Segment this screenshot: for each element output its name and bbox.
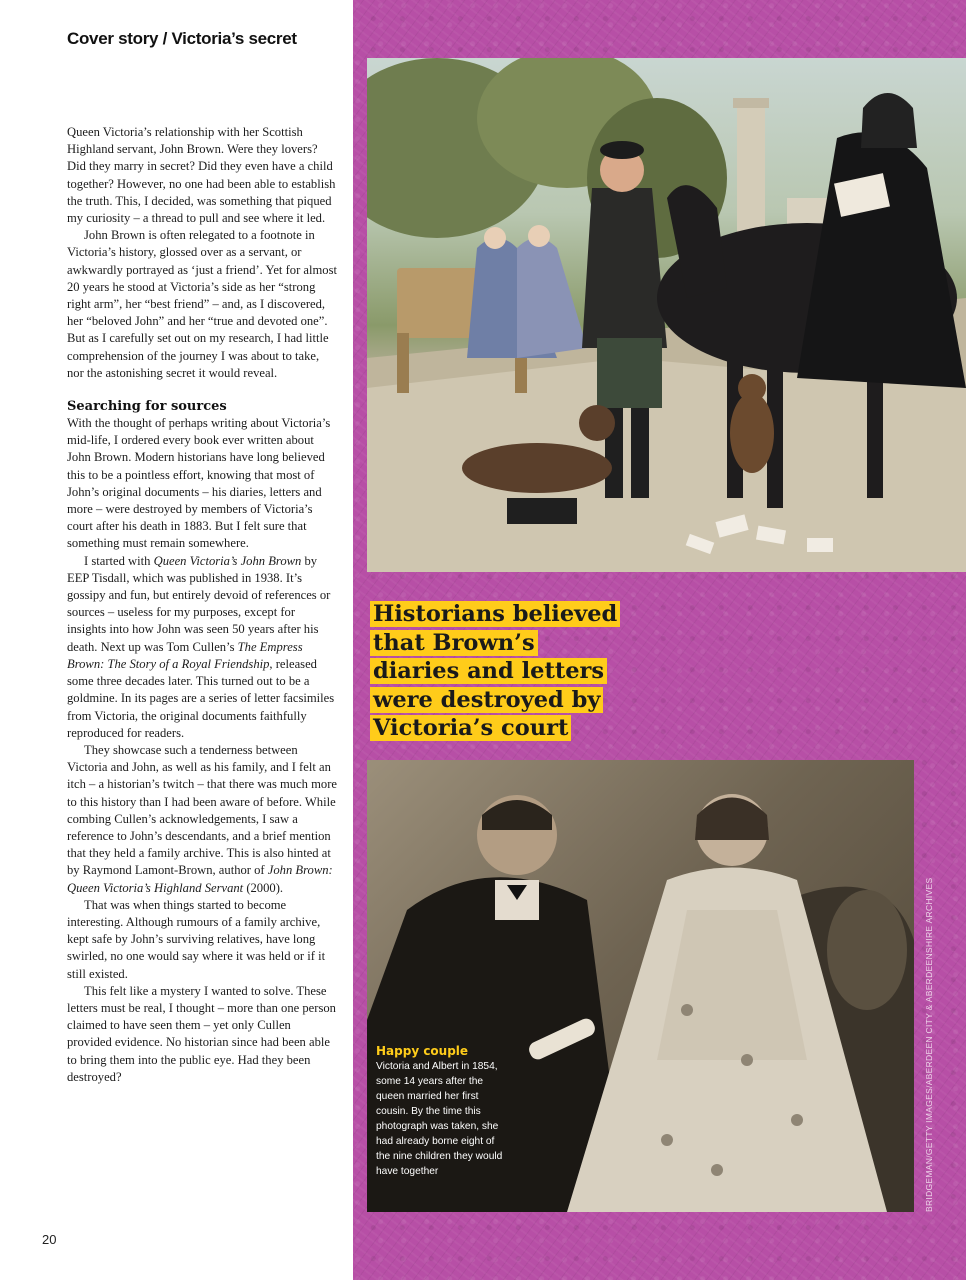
article-column: [0, 0, 352, 1280]
pull-quote-line-1: Historians believed: [370, 601, 620, 627]
paragraph-5-text-b: (2000).: [243, 880, 284, 895]
pull-quote-line-2: that Brown’s: [370, 630, 538, 656]
book-title-cullen: The Empress Brown: The Story of a Royal Friendship: [67, 639, 303, 671]
book-title-tisdall: Queen Victoria’s John Brown: [153, 553, 302, 568]
caption-text: Victoria and Albert in 1854, some 14 years after the queen married her first cousin. By the time this photograph was taken, she had already borne eight of the nine children they would have together: [376, 1061, 503, 1177]
paragraph-7: This felt like a mystery I wanted to solve. These letters must be real, I thought – more than one person claimed to have seen them – yet only Cullen provided evidence. No historian since had been able to bring them into the public eye. Had they been destroyed?: [67, 983, 336, 1084]
painting-illustration: [367, 58, 966, 572]
paragraph-4-text-b: by EEP Tisdall, which was published in 1938. It’s gossipy and fun, but entirely devoid of references or sources – useless for my purposes, except for insights into how John was seen 50 years after his death. Next up was Tom Cullen’s: [67, 553, 331, 654]
paragraph-5: [67, 742, 337, 897]
pull-quote-line-3: diaries and letters: [370, 658, 607, 684]
paragraph-1: Queen Victoria’s relationship with her Scottish Highland servant, John Brown. Were they lovers? Did they marry in secret? Did they even have a child together? However, no one had been able to establish the truth. This, I decided, was something that piqued my curiosity – a thread to pull and see where it led.: [67, 125, 336, 226]
subheading: Searching for sources: [67, 399, 227, 415]
paragraph-5-text-a: They showcase such a tenderness between Victoria and John, as well as his family, and I felt an itch – a historian’s twitch – that there was much more to this history than I had been aware of before. While combing Cullen’s acknowledgements, I saw a reference to John’s descendants, and a brief mention that they held a family archive. This is also hinted at by Raymond Lamont-Brown, author of: [67, 742, 337, 878]
paragraph-3: With the thought of perhaps writing about Victoria’s mid-life, I ordered every book ever written about John Brown. Modern historians have long believed this to be a pointless effort, knowing that most of John’s original documents – his diaries, letters and more – were destroyed by members of Victoria’s court after his death in 1883. But I felt sure that something must remain somewhere.: [67, 416, 331, 551]
pull-quote-line-5: Victoria’s court: [370, 715, 571, 741]
paragraph-4-text-c: , released some three decades later. This turned out to be a goldmine. In its pages are a series of letter facsimiles from Victoria, the original documents faithfully reproduced for readers.: [67, 656, 335, 740]
book-title-lamont-brown: John Brown: Queen Victoria’s Highland Servant: [67, 863, 333, 895]
image-credit: BRIDGEMAN/GETTY IMAGES/ABERDEEN CITY & ABERDEENSHIRE ARCHIVES: [924, 877, 934, 1212]
painting-victoria-and-brown: [367, 58, 966, 572]
paragraph-4: [67, 553, 337, 742]
pull-quote-line-4: were destroyed by: [370, 687, 603, 713]
article-body: [67, 124, 337, 1086]
paragraph-6: That was when things started to become interesting. Although rumours of a family archive, kept safe by John’s surviving relatives, have long swirled, no one would say where it was held or if it still existed.: [67, 897, 326, 981]
pull-quote: [370, 600, 630, 743]
paragraph-4-text-a: I started with: [84, 553, 154, 568]
photo-caption: [376, 1043, 506, 1179]
paragraph-2: John Brown is often relegated to a footnote in Victoria’s history, glossed over as a servant, or awkwardly portrayed as ‘just a friend’. Yet for almost 20 years he stood at Victoria’s side as her “strong right arm”, her “best friend” – and, as I discovered, her “beloved John” and her “true and devoted one”. But as I carefully set out on my research, I had little comprehension of the journey I was about to take, nor the astonishing secret it would reveal.: [67, 228, 337, 380]
section-header: Cover story / Victoria’s secret: [67, 29, 297, 48]
caption-title: Happy couple: [376, 1044, 469, 1058]
page-number: 20: [42, 1232, 57, 1247]
